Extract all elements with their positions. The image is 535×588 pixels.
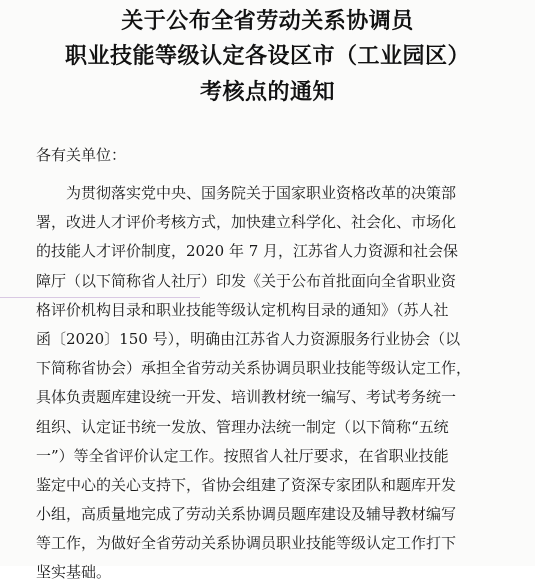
body-line: 一”）等全省评价认定工作。按照省人社厅要求，在省职业技能 bbox=[36, 446, 449, 465]
body-line: 组织、认定证书统一发放、管理办法统一制定（以下简称“五统 bbox=[36, 417, 449, 436]
body-line: 为贯彻落实党中央、国务院关于国家职业资格改革的决策部 bbox=[66, 184, 457, 202]
body-line: 小组，高质量地完成了劳动关系协调员题库建设及辅导教材编写 bbox=[36, 505, 457, 524]
title-line-3: 考核点的通知 bbox=[199, 80, 335, 105]
title-line-2: 职业技能等级认定各设区市（工业园区） bbox=[64, 44, 470, 69]
salutation: 各有关单位： bbox=[36, 146, 127, 164]
body-line: 障厅（以下简称省人社厅）印发《关于公布首批面向全省职业资 bbox=[36, 271, 457, 290]
body-line: 格评价机构目录和职业技能等级认定机构目录的通知》（苏人社 bbox=[36, 300, 449, 319]
body-line: 坚实基础。 bbox=[36, 563, 112, 582]
body-line: 署，改进人才评价考核方式，加快建立科学化、社会化、市场化 bbox=[36, 213, 457, 232]
body-line: 的技能人才评价制度，2020 年 7 月，江苏省人力资源和社会保 bbox=[36, 242, 459, 261]
body-line: 等工作，为做好全省劳动关系协调员职业技能等级认定工作打下 bbox=[36, 534, 457, 553]
body-line: 函〔2020〕150 号），明确由江苏省人力资源服务行业协会（以 bbox=[36, 329, 461, 348]
body-line: 下简称省协会）承担全省劳动关系协调员职业技能等级认定工作， bbox=[36, 359, 472, 378]
body-line: 具体负责题库建设统一开发、培训教材统一编写、考试考务统一 bbox=[36, 388, 457, 407]
body-line: 鉴定中心的关心支持下，省协会组建了资深专家团队和题库开发 bbox=[36, 475, 457, 494]
body-paragraph bbox=[36, 179, 522, 588]
title-line-1: 关于公布全省劳动关系协调员 bbox=[121, 9, 414, 34]
